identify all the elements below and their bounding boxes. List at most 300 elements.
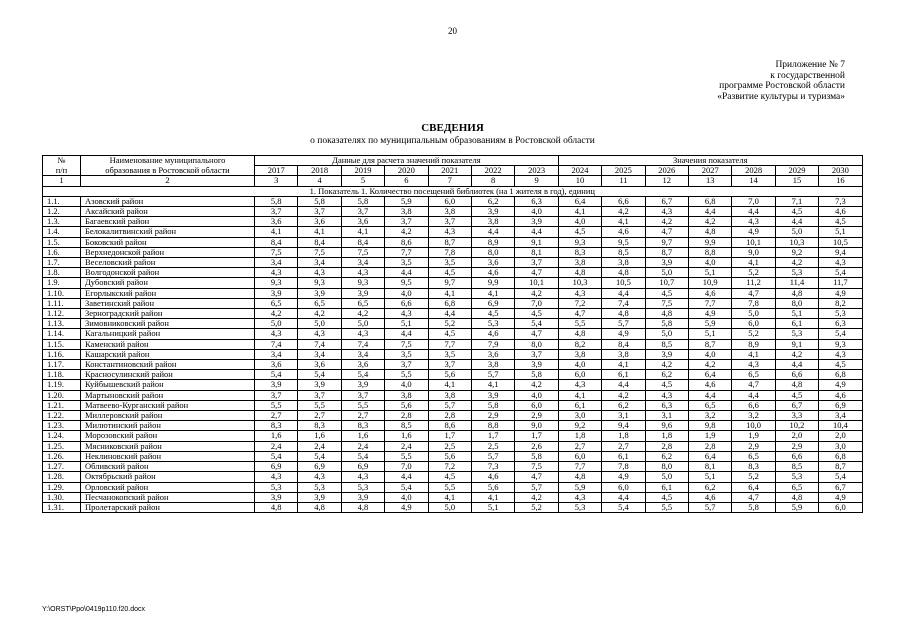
municipality-name: Красносулинский район	[81, 370, 255, 380]
value-cell: 7,0	[515, 298, 558, 308]
value-cell: 4,5	[558, 227, 601, 237]
value-cell: 5,5	[645, 502, 688, 512]
value-cell: 4,6	[471, 472, 514, 482]
value-cell: 5,1	[385, 319, 428, 329]
value-cell: 4,1	[471, 380, 514, 390]
row-number: 1.31.	[43, 502, 81, 512]
municipality-name: Кагальницкий район	[81, 329, 255, 339]
value-cell: 4,7	[645, 227, 688, 237]
municipality-name: Белокалитвинский район	[81, 227, 255, 237]
value-cell: 4,1	[341, 227, 384, 237]
table-row	[43, 217, 863, 227]
value-cell: 5,4	[819, 472, 862, 482]
value-cell: 6,0	[515, 400, 558, 410]
value-cell: 4,0	[515, 390, 558, 400]
column-number: 14	[732, 176, 775, 186]
value-cell: 5,4	[298, 370, 341, 380]
value-cell: 4,2	[515, 380, 558, 390]
value-cell: 9,3	[255, 278, 298, 288]
municipality-name: Морозовский район	[81, 431, 255, 441]
value-cell: 2,4	[255, 441, 298, 451]
value-cell: 6,4	[558, 196, 601, 206]
value-cell: 3,5	[428, 349, 471, 359]
value-cell: 1,8	[558, 431, 601, 441]
value-cell: 1,8	[645, 431, 688, 441]
value-cell: 8,9	[471, 237, 514, 247]
value-cell: 5,0	[645, 472, 688, 482]
value-cell: 7,1	[775, 196, 818, 206]
value-cell: 7,4	[341, 339, 384, 349]
value-cell: 5,2	[732, 329, 775, 339]
value-cell: 9,7	[428, 278, 471, 288]
value-cell: 2,8	[385, 411, 428, 421]
table-row	[43, 421, 863, 431]
value-cell: 3,4	[298, 258, 341, 268]
value-cell: 3,7	[515, 349, 558, 359]
value-cell: 4,9	[819, 380, 862, 390]
municipality-name: Миллеровский район	[81, 411, 255, 421]
value-cell: 1,6	[341, 431, 384, 441]
value-cell: 3,9	[298, 380, 341, 390]
value-cell: 4,0	[385, 288, 428, 298]
value-cell: 6,6	[775, 370, 818, 380]
municipality-name: Зимовниковский район	[81, 319, 255, 329]
value-cell: 5,5	[385, 451, 428, 461]
value-cell: 4,8	[558, 472, 601, 482]
value-cell: 4,8	[645, 309, 688, 319]
value-cell: 5,4	[385, 482, 428, 492]
value-cell: 3,8	[385, 390, 428, 400]
municipality-name: Азовский район	[81, 196, 255, 206]
value-cell: 4,4	[775, 217, 818, 227]
municipality-name: Орловский район	[81, 482, 255, 492]
value-cell: 5,7	[689, 502, 732, 512]
value-cell: 3,9	[255, 288, 298, 298]
value-cell: 5,4	[602, 502, 645, 512]
table-row	[43, 207, 863, 217]
row-number: 1.4.	[43, 227, 81, 237]
value-cell: 4,4	[471, 227, 514, 237]
value-cell: 4,0	[385, 492, 428, 502]
value-cell: 3,6	[471, 258, 514, 268]
value-cell: 8,1	[515, 247, 558, 257]
table-row	[43, 196, 863, 206]
value-cell: 5,8	[341, 196, 384, 206]
value-cell: 3,6	[255, 360, 298, 370]
row-number: 1.9.	[43, 278, 81, 288]
year-header: 2029	[775, 166, 818, 176]
data-group-header: Данные для расчета значений показателя	[255, 156, 559, 166]
municipality-name: Октябрьский район	[81, 472, 255, 482]
row-number: 1.15.	[43, 339, 81, 349]
value-cell: 10,2	[775, 421, 818, 431]
value-cell: 8,8	[471, 421, 514, 431]
value-cell: 6,6	[385, 298, 428, 308]
value-cell: 2,7	[298, 411, 341, 421]
value-cell: 4,3	[428, 227, 471, 237]
value-cell: 3,7	[385, 217, 428, 227]
value-cell: 2,0	[775, 431, 818, 441]
value-cell: 3,9	[341, 288, 384, 298]
row-number: 1.10.	[43, 288, 81, 298]
row-number: 1.21.	[43, 400, 81, 410]
value-cell: 3,5	[428, 258, 471, 268]
value-cell: 5,8	[515, 451, 558, 461]
value-cell: 6,8	[428, 298, 471, 308]
value-cell: 2,8	[645, 441, 688, 451]
value-cell: 7,7	[428, 339, 471, 349]
value-cell: 9,0	[515, 421, 558, 431]
value-cell: 4,3	[341, 329, 384, 339]
value-cell: 7,2	[428, 462, 471, 472]
value-cell: 4,5	[645, 380, 688, 390]
table-row	[43, 298, 863, 308]
value-cell: 4,8	[775, 288, 818, 298]
table-row	[43, 492, 863, 502]
value-cell: 2,7	[341, 411, 384, 421]
value-cell: 3,7	[298, 390, 341, 400]
value-cell: 7,7	[558, 462, 601, 472]
value-cell: 9,9	[689, 237, 732, 247]
value-cell: 4,5	[819, 217, 862, 227]
value-cell: 5,8	[298, 196, 341, 206]
value-cell: 4,8	[775, 492, 818, 502]
year-header: 2030	[819, 166, 862, 176]
value-cell: 3,3	[775, 411, 818, 421]
value-cell: 3,9	[515, 217, 558, 227]
value-cell: 10,3	[558, 278, 601, 288]
value-cell: 4,3	[255, 329, 298, 339]
column-number: 13	[689, 176, 732, 186]
value-cell: 10,5	[602, 278, 645, 288]
value-cell: 3,7	[428, 360, 471, 370]
value-cell: 9,2	[775, 247, 818, 257]
value-cell: 5,6	[428, 451, 471, 461]
value-cell: 3,8	[428, 207, 471, 217]
municipality-name: Веселовский район	[81, 258, 255, 268]
year-header: 2024	[558, 166, 601, 176]
value-cell: 2,0	[819, 431, 862, 441]
value-cell: 8,9	[732, 339, 775, 349]
value-cell: 5,3	[341, 482, 384, 492]
value-cell: 4,8	[775, 380, 818, 390]
value-cell: 8,0	[645, 462, 688, 472]
value-cell: 4,3	[558, 380, 601, 390]
column-number: 16	[819, 176, 862, 186]
value-cell: 3,9	[298, 288, 341, 298]
column-number: 11	[602, 176, 645, 186]
value-cell: 5,0	[341, 319, 384, 329]
value-cell: 2,8	[428, 411, 471, 421]
value-cell: 7,4	[255, 339, 298, 349]
value-cell: 6,5	[775, 482, 818, 492]
value-cell: 7,8	[602, 462, 645, 472]
value-cell: 5,3	[775, 472, 818, 482]
value-cell: 3,6	[298, 217, 341, 227]
value-cell: 5,2	[515, 502, 558, 512]
value-cell: 4,9	[732, 227, 775, 237]
row-number: 1.20.	[43, 390, 81, 400]
table-row	[43, 237, 863, 247]
value-cell: 11,7	[819, 278, 862, 288]
value-cell: 8,2	[819, 298, 862, 308]
year-header: 2025	[602, 166, 645, 176]
value-cell: 7,3	[819, 196, 862, 206]
value-cell: 4,7	[732, 492, 775, 502]
value-cell: 4,4	[602, 288, 645, 298]
value-cell: 10,1	[515, 278, 558, 288]
value-cell: 4,1	[428, 380, 471, 390]
value-cell: 2,5	[471, 441, 514, 451]
value-cell: 3,7	[341, 207, 384, 217]
value-cell: 5,1	[775, 309, 818, 319]
value-cell: 1,6	[255, 431, 298, 441]
value-cell: 4,9	[819, 492, 862, 502]
table-row	[43, 411, 863, 421]
value-cell: 4,3	[819, 349, 862, 359]
value-cell: 5,8	[515, 370, 558, 380]
value-cell: 5,7	[471, 451, 514, 461]
value-cell: 8,4	[255, 237, 298, 247]
value-cell: 3,9	[471, 390, 514, 400]
value-cell: 4,3	[558, 288, 601, 298]
table-row	[43, 370, 863, 380]
table-row	[43, 288, 863, 298]
value-cell: 4,1	[298, 227, 341, 237]
value-cell: 2,8	[689, 441, 732, 451]
municipality-name: Боковский район	[81, 237, 255, 247]
value-cell: 10,0	[732, 421, 775, 431]
row-number: 1.16.	[43, 349, 81, 359]
column-number: 4	[298, 176, 341, 186]
value-cell: 3,7	[255, 207, 298, 217]
value-cell: 6,5	[732, 451, 775, 461]
value-cell: 5,0	[255, 319, 298, 329]
value-cell: 2,6	[515, 441, 558, 451]
value-cell: 10,4	[819, 421, 862, 431]
value-cell: 10,7	[645, 278, 688, 288]
row-number: 1.2.	[43, 207, 81, 217]
value-cell: 9,3	[819, 339, 862, 349]
year-header: 2017	[255, 166, 298, 176]
value-cell: 3,8	[385, 207, 428, 217]
value-cell: 6,9	[255, 462, 298, 472]
value-cell: 6,0	[602, 482, 645, 492]
value-cell: 4,0	[558, 217, 601, 227]
value-cell: 6,0	[428, 196, 471, 206]
municipality-name: Милютинский район	[81, 421, 255, 431]
value-cell: 4,3	[732, 360, 775, 370]
value-cell: 6,8	[689, 196, 732, 206]
year-header: 2027	[689, 166, 732, 176]
value-cell: 4,4	[689, 207, 732, 217]
value-cell: 4,1	[602, 360, 645, 370]
value-cell: 4,7	[558, 309, 601, 319]
value-cell: 2,9	[471, 411, 514, 421]
value-cell: 6,6	[775, 451, 818, 461]
value-cell: 2,9	[775, 441, 818, 451]
value-cell: 9,5	[602, 237, 645, 247]
value-cell: 5,4	[515, 319, 558, 329]
value-cell: 11,2	[732, 278, 775, 288]
municipality-name: Верхнедонской район	[81, 247, 255, 257]
value-cell: 4,4	[602, 492, 645, 502]
value-cell: 4,2	[645, 360, 688, 370]
value-cell: 9,4	[819, 247, 862, 257]
value-cell: 6,1	[602, 370, 645, 380]
value-cell: 5,4	[341, 370, 384, 380]
value-cell: 3,9	[471, 207, 514, 217]
value-cell: 1,6	[385, 431, 428, 441]
value-cell: 4,2	[689, 360, 732, 370]
row-number: 1.19.	[43, 380, 81, 390]
value-cell: 5,3	[471, 319, 514, 329]
table-row	[43, 502, 863, 512]
value-cell: 3,8	[558, 258, 601, 268]
column-number: 1	[43, 176, 81, 186]
value-cell: 7,5	[255, 247, 298, 257]
value-cell: 5,4	[255, 451, 298, 461]
value-cell: 5,9	[558, 482, 601, 492]
value-cell: 8,5	[602, 247, 645, 257]
value-cell: 1,7	[471, 431, 514, 441]
value-cell: 9,3	[298, 278, 341, 288]
value-cell: 7,9	[471, 339, 514, 349]
value-cell: 6,5	[298, 298, 341, 308]
value-cell: 7,5	[645, 298, 688, 308]
value-cell: 4,0	[385, 380, 428, 390]
value-cell: 3,7	[341, 390, 384, 400]
value-cell: 4,2	[385, 227, 428, 237]
municipality-name: Неклиновский район	[81, 451, 255, 461]
value-cell: 6,5	[732, 370, 775, 380]
value-cell: 6,2	[602, 400, 645, 410]
value-cell: 3,6	[255, 217, 298, 227]
value-cell: 2,9	[515, 411, 558, 421]
value-cell: 7,5	[341, 247, 384, 257]
value-cell: 9,3	[558, 237, 601, 247]
value-cell: 6,0	[558, 451, 601, 461]
value-cell: 4,6	[602, 227, 645, 237]
row-number: 1.13.	[43, 319, 81, 329]
value-cell: 3,9	[645, 349, 688, 359]
value-cell: 5,6	[428, 370, 471, 380]
value-cell: 9,2	[558, 421, 601, 431]
value-cell: 7,5	[515, 462, 558, 472]
value-cell: 5,4	[819, 329, 862, 339]
value-cell: 5,1	[819, 227, 862, 237]
value-cell: 5,5	[428, 482, 471, 492]
year-header: 2021	[428, 166, 471, 176]
year-header: 2023	[515, 166, 558, 176]
value-cell: 10,3	[775, 237, 818, 247]
row-number: 1.1.	[43, 196, 81, 206]
value-cell: 4,1	[602, 217, 645, 227]
table-row	[43, 380, 863, 390]
value-cell: 8,5	[645, 339, 688, 349]
value-cell: 6,0	[819, 502, 862, 512]
value-cell: 3,9	[341, 492, 384, 502]
value-cell: 7,8	[732, 298, 775, 308]
value-cell: 6,7	[645, 196, 688, 206]
value-cell: 4,2	[775, 258, 818, 268]
column-number: 9	[515, 176, 558, 186]
value-cell: 5,4	[341, 451, 384, 461]
value-cell: 2,7	[558, 441, 601, 451]
value-cell: 8,5	[385, 421, 428, 431]
value-cell: 8,2	[558, 339, 601, 349]
value-cell: 10,9	[689, 278, 732, 288]
appendix-line: к государственной	[770, 70, 845, 81]
table-row	[43, 360, 863, 370]
municipality-name: Егорлыкский район	[81, 288, 255, 298]
value-cell: 8,7	[689, 339, 732, 349]
value-cell: 6,7	[775, 400, 818, 410]
document-title: СВЕДЕНИЯ	[421, 122, 484, 134]
row-number: 1.29.	[43, 482, 81, 492]
values-group-header: Значения показателя	[558, 156, 862, 166]
value-cell: 3,9	[298, 492, 341, 502]
value-cell: 6,5	[341, 298, 384, 308]
value-cell: 6,2	[689, 482, 732, 492]
value-cell: 8,3	[558, 247, 601, 257]
value-cell: 6,1	[558, 400, 601, 410]
value-cell: 5,3	[255, 482, 298, 492]
value-cell: 8,0	[775, 298, 818, 308]
municipality-name: Песчанокопский район	[81, 492, 255, 502]
value-cell: 5,0	[298, 319, 341, 329]
value-cell: 4,2	[515, 288, 558, 298]
value-cell: 4,1	[471, 288, 514, 298]
value-cell: 4,4	[775, 360, 818, 370]
value-cell: 5,0	[428, 502, 471, 512]
value-cell: 6,5	[689, 400, 732, 410]
table-row	[43, 400, 863, 410]
table-body	[43, 196, 863, 512]
appendix-line: программе Ростовской области	[719, 81, 845, 91]
table-row	[43, 278, 863, 288]
municipality-name: Матвеево-Курганский район	[81, 400, 255, 410]
value-cell: 5,5	[558, 319, 601, 329]
column-number: 2	[81, 176, 255, 186]
value-cell: 5,9	[689, 319, 732, 329]
value-cell: 3,9	[645, 258, 688, 268]
value-cell: 4,4	[385, 329, 428, 339]
value-cell: 3,4	[341, 349, 384, 359]
value-cell: 6,9	[298, 462, 341, 472]
value-cell: 4,3	[732, 217, 775, 227]
value-cell: 4,3	[298, 472, 341, 482]
value-cell: 5,5	[341, 400, 384, 410]
value-cell: 3,9	[255, 492, 298, 502]
value-cell: 3,6	[341, 360, 384, 370]
column-number: 15	[775, 176, 818, 186]
value-cell: 1,8	[602, 431, 645, 441]
value-cell: 6,6	[732, 400, 775, 410]
value-cell: 3,8	[602, 258, 645, 268]
year-header: 2019	[341, 166, 384, 176]
value-cell: 4,2	[255, 309, 298, 319]
value-cell: 4,8	[255, 502, 298, 512]
value-cell: 4,8	[558, 268, 601, 278]
row-number: 1.7.	[43, 258, 81, 268]
table-row	[43, 441, 863, 451]
value-cell: 5,5	[255, 400, 298, 410]
value-cell: 1,6	[298, 431, 341, 441]
header-row	[43, 156, 863, 166]
table-row	[43, 339, 863, 349]
row-number: 1.6.	[43, 247, 81, 257]
